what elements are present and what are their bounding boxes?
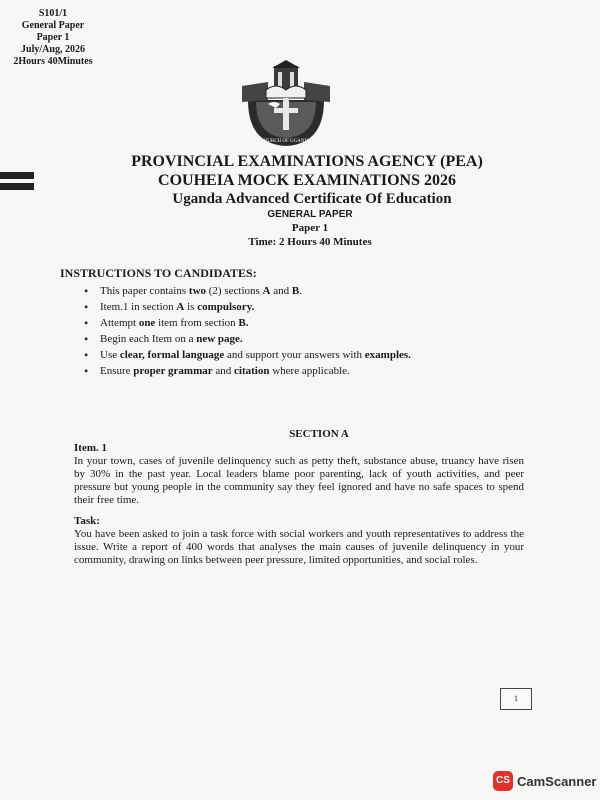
camscanner-logo-icon: CS [493,771,513,791]
instruction-item: • Begin each Item on a new page. [100,331,540,347]
instruction-item: • Ensure proper grammar and citation where applicable. [100,363,540,379]
church-crest-icon [238,60,334,148]
certificate-title: Uganda Advanced Certificate Of Education [172,191,452,207]
instruction-item: • Attempt one item from section B. [100,315,540,331]
instructions-list [60,283,540,379]
section-a [74,428,524,575]
instruction-item: • This paper contains two (2) sections A and B. [100,283,540,299]
camscanner-text: CamScanner [517,773,597,789]
title-block [0,152,600,249]
instructions [60,266,540,379]
crest-motto: CHURCH OF UGANDA [260,139,312,144]
item-label: Item. 1 [74,442,107,454]
instructions-heading: INSTRUCTIONS TO CANDIDATES: [60,266,257,280]
camscanner-watermark [493,771,596,791]
task-text: You have been asked to join a task force with social workers and youth representatives to address the issue. Write a report of 400 words that analyses the main causes of juvenile delinquency in your community, drawing on links between peer pressure, limited opportunities, and social roles. [74,528,524,566]
task-label: Task: [74,515,100,527]
paper-meta [8,8,98,68]
section-title: SECTION A [289,428,349,440]
paper-title: Paper 1 [291,222,329,234]
page-number: 1 [500,688,532,710]
agency-title: PROVINCIAL EXAMINATIONS AGENCY (PEA) [131,153,483,170]
paper-number: Paper 1 [36,32,70,43]
subject-title: GENERAL PAPER [267,209,353,220]
instruction-item: • Item.1 in section A is compulsory. [100,299,540,315]
time-title: Time: 2 Hours 40 Minutes [248,236,372,248]
paper-date: July/Aug, 2026 [21,44,85,55]
paper-duration: 2Hours 40Minutes [13,56,93,67]
exam-title: COUHEIA MOCK EXAMINATIONS 2026 [158,172,456,189]
paper-subject: General Paper [21,20,85,31]
instruction-item: • Use clear, formal language and support your answers with examples. [100,347,540,363]
paper-code: S101/1 [38,8,68,19]
item-text: In your town, cases of juvenile delinquency such as petty theft, substance abuse, truancy have risen by 30% in the past year. Local leaders blame poor parenting, lack of youth activities, and peer pressure but young people in the community say they feel ignored and have no safe spaces to spend their free time. [74,455,524,506]
